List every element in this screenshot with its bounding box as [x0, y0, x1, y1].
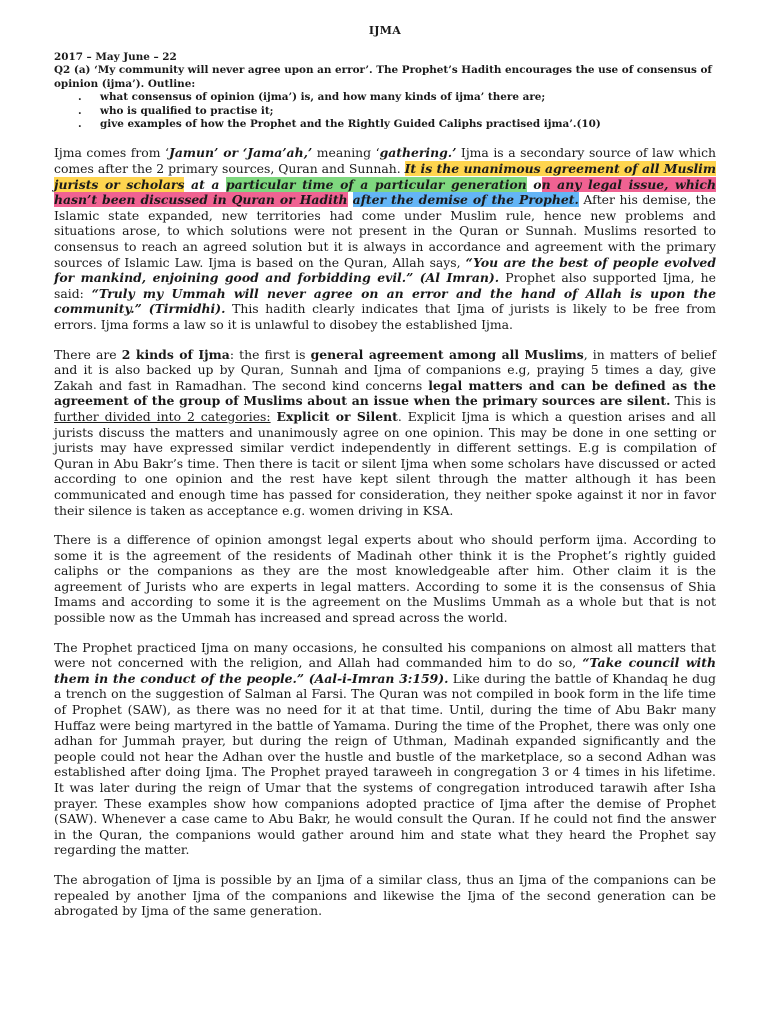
question-text: Q2 (a) ‘My community will never agree upon an error’. The Prophet’s Hadith encourages the use of consensus of opinion (ijma’). Outline:	[54, 64, 712, 90]
term-jamun: Jamun’ or ‘Jama’ah,’	[168, 145, 313, 161]
question-point: . who is qualified to practise it;	[54, 105, 716, 118]
quote-al-imran: “You are the best of people evolved for mankind, enjoining good and forbidding evil.” (Al Imran).	[54, 254, 716, 286]
text-run: There are	[54, 346, 122, 362]
text-run: o	[526, 176, 542, 192]
bold-run: legal matters and can be defined as the agreement of the group of Muslims about an issue when the primary sources are silent.	[54, 377, 716, 409]
text-run: Ijma is a secondary source of law which comes after the 2 primary sources, Quran and Sunnah.	[54, 145, 717, 177]
paragraph-who-performs: There is a difference of opinion amongst legal experts about who should perform ijma. According to some it is the agreement of the residents of Madinah other think it is the Prophet’s rightly guided caliphs or the companions as they are the most knowledgeable after him. Other claim it is the agreement of Jurists who are experts in legal matters. According to some it is the consensus of Shia Imams and according to some it is the agreement on the Muslims Ummah as a whole but that is not possible now as the Ummah has increased and spread across the world.	[54, 532, 716, 626]
text-run: meaning ‘	[312, 145, 380, 161]
text-run: . Explicit Ijma is which a question arises and all jurists discuss the matters and unanimously agree on one opinion. This may be done in one setting or jurists may have expressed similar verdict independently in different settings. E.g is compilation of Quran in Abu Bakr’s time. Then there is tacit or silent Ijma when some scholars have discussed or acted according to one opinion and the rest have kept silent through the matter although it has been communicated and enough time has passed for consideration, they neither spoke against it nor in favor their silence is taken as acceptance e.g. women driving in KSA.	[54, 408, 716, 518]
highlight-green: particular time of a particular generation	[226, 176, 527, 192]
paragraph-definition	[54, 145, 716, 332]
text-run: After his demise, the Islamic state expanded, new territories had come under Muslim rule, hence new problems and situations arose, to which solutions were not present in the Quran or Sunnah. Muslims resorted to consensus to reach an agreed solution but it is always in accordance and agreement with the primary sources of Islamic Law. Ijma is based on the Quran, Allah says,	[54, 192, 716, 270]
term-gathering: gathering.’	[379, 145, 457, 161]
document-title: IJMA	[368, 24, 402, 37]
question-block	[54, 51, 716, 131]
text-run: Ijma comes from ‘	[54, 145, 169, 161]
bold-run: general agreement among all Muslims	[310, 346, 584, 362]
text-run: at a	[184, 176, 227, 192]
highlight-blue: after the demise of the Prophet.	[352, 192, 579, 208]
bold-run: 2 kinds of Ijma	[121, 346, 230, 362]
quote-aal-i-imran: “Take council with them in the conduct of the people.” (Aal-i-Imran 3:159).	[54, 655, 716, 686]
underlined-run: further divided into 2 categories:	[54, 408, 271, 424]
text-run: , in matters of belief and it is also backed up by Quran, Sunnah and Ijma of companions e.g, praying 5 times a day, give Zakah and fast in Ramadhan. The second kind concerns	[54, 346, 716, 393]
paragraph-examples	[54, 640, 716, 858]
text-run: This hadith clearly indicates that Ijma of jurists is likely to be free from errors. Ijma forms a law so it is unlawful to disobey the established Ijma.	[54, 301, 716, 332]
paragraph-abrogation: The abrogation of Ijma is possible by an Ijma of a similar class, thus an Ijma of the companions can be repealed by another Ijma of the companions and likewise the Ijma of the second generation can be abrogated by Ijma of the same generation.	[54, 871, 716, 919]
text-run: This is	[670, 393, 717, 409]
highlight-yellow: It is the unanimous agreement of all Muslim jurists or scholars	[54, 161, 717, 192]
text-run: Prophet also supported Ijma, he said:	[54, 270, 716, 301]
text-run: Like during the battle of Khandaq he dug a trench on the suggestion of Salman al Farsi. The Quran was not compiled in book form in the life time of Prophet (SAW), as there was no need for it at that time. Until, during the time of Abu Bakr many Huffaz were being martyred in the battle of Yamama. During the time of the Prophet, there was only one adhan for Jummah prayer, but during the reign of Uthman, Madinah expanded significantly and the people could not hear the Adhan over the hustle and bustle of the marketplace, so a second Adhan was established after doing Ijma. The Prophet prayed taraweeh in congregation 3 or 4 times in his lifetime. It was later during the reign of Umar that the systems of congregation introduced tarawih after Isha prayer. These examples show how companions adopted practice of Ijma after the demise of Prophet (SAW). Whenever a case came to Abu Bakr, he would consult the Quran. If he could not find the answer in the Quran, the companions would gather around him and state what they heard the Prophet say regarding the matter.	[54, 670, 716, 858]
text-run: : the first is	[229, 346, 311, 362]
text-run: The Prophet practiced Ijma on many occasions, he consulted his companions on almost all matters that were not concerned with the religion, and Allah had commanded him to do so,	[54, 639, 716, 671]
quote-tirmidhi: “Truly my Ummah will never agree on an error and the hand of Allah is upon the community.” (Tirmidhi).	[54, 285, 717, 317]
bold-run: Explicit or Silent	[276, 408, 398, 424]
question-points	[54, 91, 716, 131]
highlight-pink: n any legal issue, which hasn’t been discussed in Quran or Hadith	[54, 176, 716, 208]
question-point: . what consensus of opinion (ijma’) is, and how many kinds of ijma’ there are;	[54, 91, 716, 104]
paragraph-kinds	[54, 347, 716, 519]
exam-reference: 2017 – May June – 22	[54, 51, 177, 63]
question-point: . give examples of how the Prophet and the Rightly Guided Caliphs practised ijma’.(10)	[54, 118, 716, 131]
